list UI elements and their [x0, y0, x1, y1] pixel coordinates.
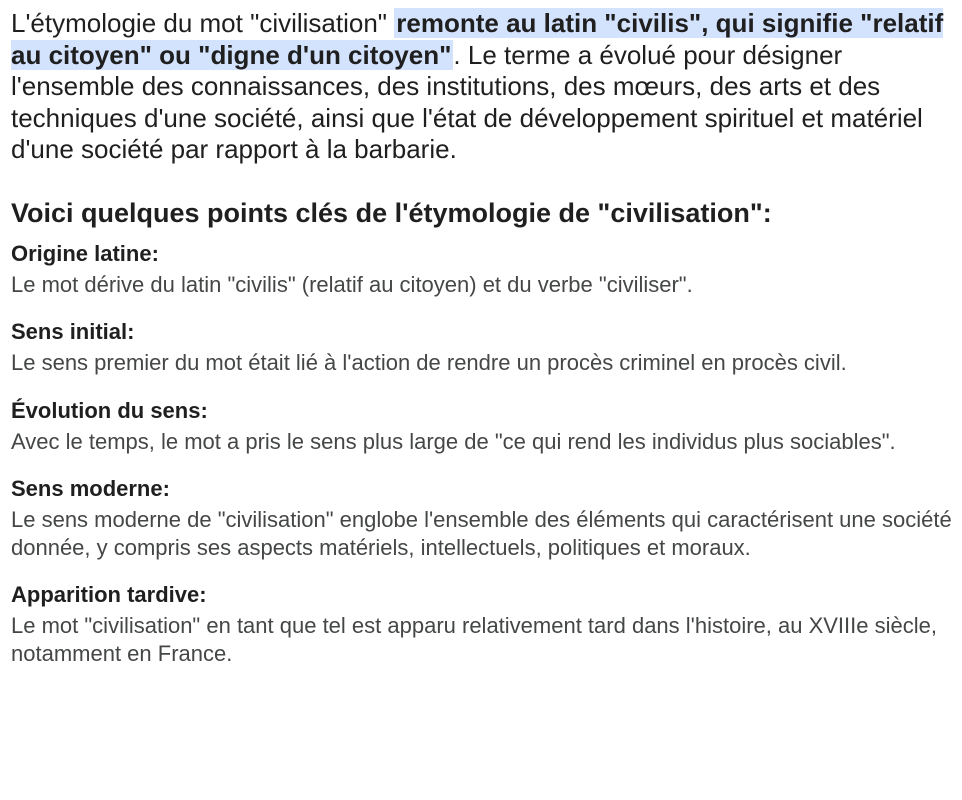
key-point-title: Origine latine: [11, 240, 159, 266]
key-point-text: Le sens moderne de "civilisation" englobe l'ensemble des éléments qui caractérisent une société donnée, y compris ses aspects matériels, intellectuels, politiques et moraux. [11, 507, 952, 560]
key-point-text: Le mot dérive du latin "civilis" (relatif au citoyen) et du verbe "civiliser". [11, 271, 693, 297]
key-point-title: Sens moderne: [11, 476, 170, 501]
intro-text-end: . Le terme a évolué pour désigner l'ensemble des connaissances, des institutions, des mœurs, des arts et des techniques d'une société, ainsi que l'état de développement spirituel et matériel d'une société par rapport à la barbarie. [11, 39, 923, 164]
key-points-heading: Voici quelques points clés de l'étymologie de "civilisation": [11, 197, 772, 228]
key-point-late-appearance [11, 581, 955, 667]
intro-paragraph [11, 8, 955, 166]
highlighted-phrase[interactable]: remonte au latin "civilis", qui signifie "relatif au citoyen" ou "digne d'un citoyen" [11, 8, 944, 70]
key-point-title: Évolution du sens: [11, 397, 208, 423]
key-point-modern-meaning [11, 475, 955, 561]
key-point-title: Apparition tardive: [11, 582, 207, 607]
response-content [11, 0, 955, 667]
key-point-text: Le mot "civilisation" en tant que tel est apparu relativement tard dans l'histoire, au XVIIIe siècle, notamment en France. [11, 613, 937, 666]
key-point-meaning-evolution [11, 397, 955, 456]
key-point-text: Avec le temps, le mot a pris le sens plus large de "ce qui rend les individus plus sociables". [11, 428, 896, 454]
key-point-text: Le sens premier du mot était lié à l'action de rendre un procès criminel en procès civil. [11, 350, 847, 375]
key-point-title: Sens initial: [11, 319, 135, 344]
key-point-latin-origin [11, 240, 955, 299]
intro-text-start: L'étymologie du mot "civilisation" [11, 8, 395, 38]
key-point-initial-meaning [11, 318, 955, 377]
